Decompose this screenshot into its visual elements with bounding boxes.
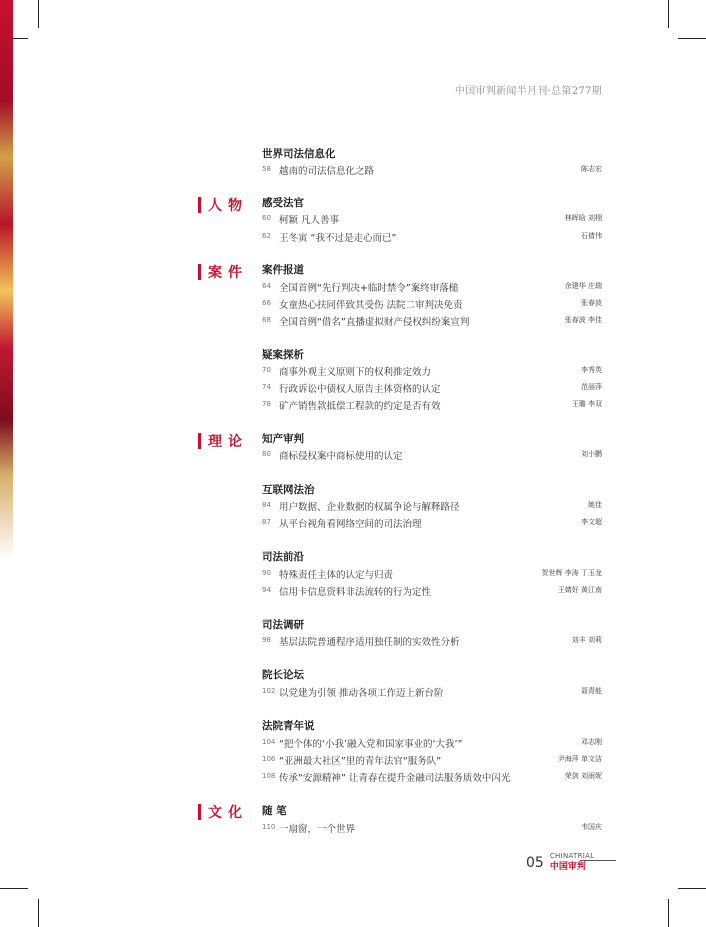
page-number: 84 — [262, 501, 271, 509]
category-people — [198, 195, 248, 215]
page-number: 110 — [262, 823, 276, 831]
toc-entry[interactable] — [262, 736, 602, 750]
article-title: 王冬寅 “我不过是走心而已” — [279, 233, 397, 244]
toc-entry[interactable] — [262, 230, 602, 244]
toc-entry[interactable] — [262, 163, 602, 177]
crop-mark — [668, 899, 669, 927]
page-number: 64 — [262, 282, 271, 290]
crop-mark — [668, 0, 669, 28]
page-number: 102 — [262, 687, 276, 695]
article-title: 矿产销售款抵偿工程款的约定是否有效 — [279, 401, 441, 412]
section-title: 法院青年说 — [262, 720, 315, 732]
page-footer — [526, 852, 612, 870]
article-title: 特殊责任主体的认定与归责 — [279, 570, 394, 581]
author: 聂青能 — [581, 687, 602, 695]
author: 林晖晗 刘栩 — [564, 214, 602, 222]
toc-entry[interactable] — [262, 297, 602, 311]
section-title: 随 笔 — [262, 805, 287, 817]
author: 石倩伟 — [581, 232, 602, 240]
author: 荣剑 刘雨妮 — [564, 772, 602, 780]
category-marker — [198, 433, 201, 449]
section-title: 知产审判 — [262, 433, 304, 445]
toc-entry[interactable] — [262, 280, 602, 294]
page-number: 108 — [262, 772, 276, 780]
section-title: 院长论坛 — [262, 669, 304, 681]
page-number: 106 — [262, 755, 276, 763]
toc-entry[interactable] — [262, 634, 602, 648]
crop-mark — [38, 0, 39, 28]
author: 刘丰 刘莉 — [571, 636, 602, 644]
category-label: 人物 — [208, 198, 248, 214]
article-title: 以党建为引领 推动各项工作迈上新台阶 — [279, 688, 444, 699]
author: 刘小鹏 — [581, 450, 602, 458]
article-title: 传承“安源精神” 让青春在提升金融司法服务质效中闪光 — [279, 773, 511, 784]
author: 李秀英 — [581, 366, 602, 374]
page-number: 70 — [262, 366, 271, 374]
article-title: 行政诉讼中债权人原告主体资格的认定 — [279, 384, 441, 395]
brand-chinese: 中国审判 — [549, 862, 586, 872]
toc-entry[interactable] — [262, 364, 602, 378]
toc-entry[interactable] — [262, 584, 602, 598]
toc-entry[interactable] — [262, 753, 602, 767]
category-cases — [198, 262, 248, 282]
footer-rule — [580, 860, 616, 861]
article-title: 越南的司法信息化之路 — [279, 166, 375, 177]
author: 邓志刚 — [581, 738, 602, 746]
page-number: 68 — [262, 316, 271, 324]
article-title: 柯颖 凡人善事 — [279, 215, 340, 226]
category-marker — [198, 804, 201, 820]
toc-entry[interactable] — [262, 685, 602, 699]
toc-entry[interactable] — [262, 516, 602, 530]
article-title: “把个体的‘小我’融入党和国家事业的‘大我’” — [279, 739, 463, 750]
toc-entry[interactable] — [262, 381, 602, 395]
article-title: 女童热心扶同伴致其受伤 法院二审判决免责 — [279, 300, 463, 311]
toc-entry[interactable] — [262, 398, 602, 412]
category-label: 文化 — [208, 805, 248, 821]
author: 贺世辉 李涛 丁玉龙 — [541, 569, 602, 577]
page-number: 98 — [262, 636, 271, 644]
page-number: 58 — [262, 165, 271, 173]
brand-english: CHINATRIAL — [549, 852, 595, 860]
author: 李文超 — [581, 518, 602, 526]
page-number: 87 — [262, 518, 271, 526]
page-number: 90 — [262, 569, 271, 577]
category-marker — [198, 197, 201, 213]
section-title: 互联网法治 — [262, 484, 315, 496]
category-culture — [198, 802, 248, 822]
article-title: 一扇窗，一个世界 — [279, 824, 356, 835]
page-number: 60 — [262, 214, 271, 222]
page-number: 74 — [262, 383, 271, 391]
section-title: 感受法官 — [262, 197, 304, 209]
toc-entry[interactable] — [262, 770, 602, 784]
article-title: 信用卡信息资料非法流转的行为定性 — [279, 587, 432, 598]
author: 张春波 — [581, 299, 602, 307]
page-number: 80 — [262, 450, 271, 458]
section-title: 世界司法信息化 — [262, 148, 336, 160]
crop-mark — [678, 38, 706, 39]
toc-entry[interactable] — [262, 499, 602, 513]
page-number: 78 — [262, 400, 271, 408]
author: 王婧好 黄江南 — [557, 586, 602, 594]
page-number: 62 — [262, 232, 271, 240]
footer-page-number: 05 — [526, 855, 544, 871]
author: 范丽萍 — [581, 383, 602, 391]
crop-mark — [678, 888, 706, 889]
page-number: 94 — [262, 586, 271, 594]
section-title: 司法调研 — [262, 619, 304, 631]
author: 张春波 李佳 — [564, 316, 602, 324]
author: 陈志宏 — [581, 165, 602, 173]
section-title: 司法前沿 — [262, 551, 304, 563]
article-title: 用户数据、企业数据的权属争论与解释路径 — [279, 502, 460, 513]
author: 姚佳 — [588, 501, 602, 509]
magazine-logo — [550, 852, 612, 870]
toc-entry[interactable] — [262, 567, 602, 581]
author: 韦国庆 — [581, 823, 602, 831]
section-title: 案件报道 — [262, 264, 304, 276]
toc-entry[interactable] — [262, 212, 602, 226]
article-title: 商标侵权案中商标使用的认定 — [279, 451, 403, 462]
article-title: 全国首例“借名”直播虚拟财产侵权纠纷案宣判 — [279, 317, 470, 328]
article-title: 从平台视角看网络空间的司法治理 — [279, 519, 422, 530]
section-title: 疑案探析 — [262, 349, 304, 361]
author: 尹海萍 单文洁 — [557, 755, 602, 763]
page-number: 66 — [262, 299, 271, 307]
category-theory — [198, 431, 248, 451]
decorative-photo-strip — [0, 0, 13, 560]
article-title: 商事外观主义原则下的权利推定效力 — [279, 367, 432, 378]
category-label: 理论 — [208, 434, 248, 450]
author: 王璐 李双 — [571, 400, 602, 408]
toc-entry[interactable] — [262, 448, 602, 462]
toc-entry[interactable] — [262, 314, 602, 328]
author: 余建华 庄瑞 — [564, 282, 602, 290]
toc-entry[interactable] — [262, 821, 602, 835]
page-number: 104 — [262, 738, 276, 746]
article-title: 全国首例“先行判决+临时禁令”案终审落槌 — [279, 283, 459, 294]
category-marker — [198, 264, 201, 280]
article-title: 基层法院普通程序适用独任制的实效性分析 — [279, 637, 460, 648]
category-label: 案件 — [208, 265, 248, 281]
crop-mark — [38, 899, 39, 927]
crop-mark — [0, 888, 28, 889]
article-title: “亚洲最大社区”里的青年法官“服务队” — [279, 756, 442, 767]
issue-header: 中国审判新闻半月刊·总第277期 — [454, 86, 602, 97]
